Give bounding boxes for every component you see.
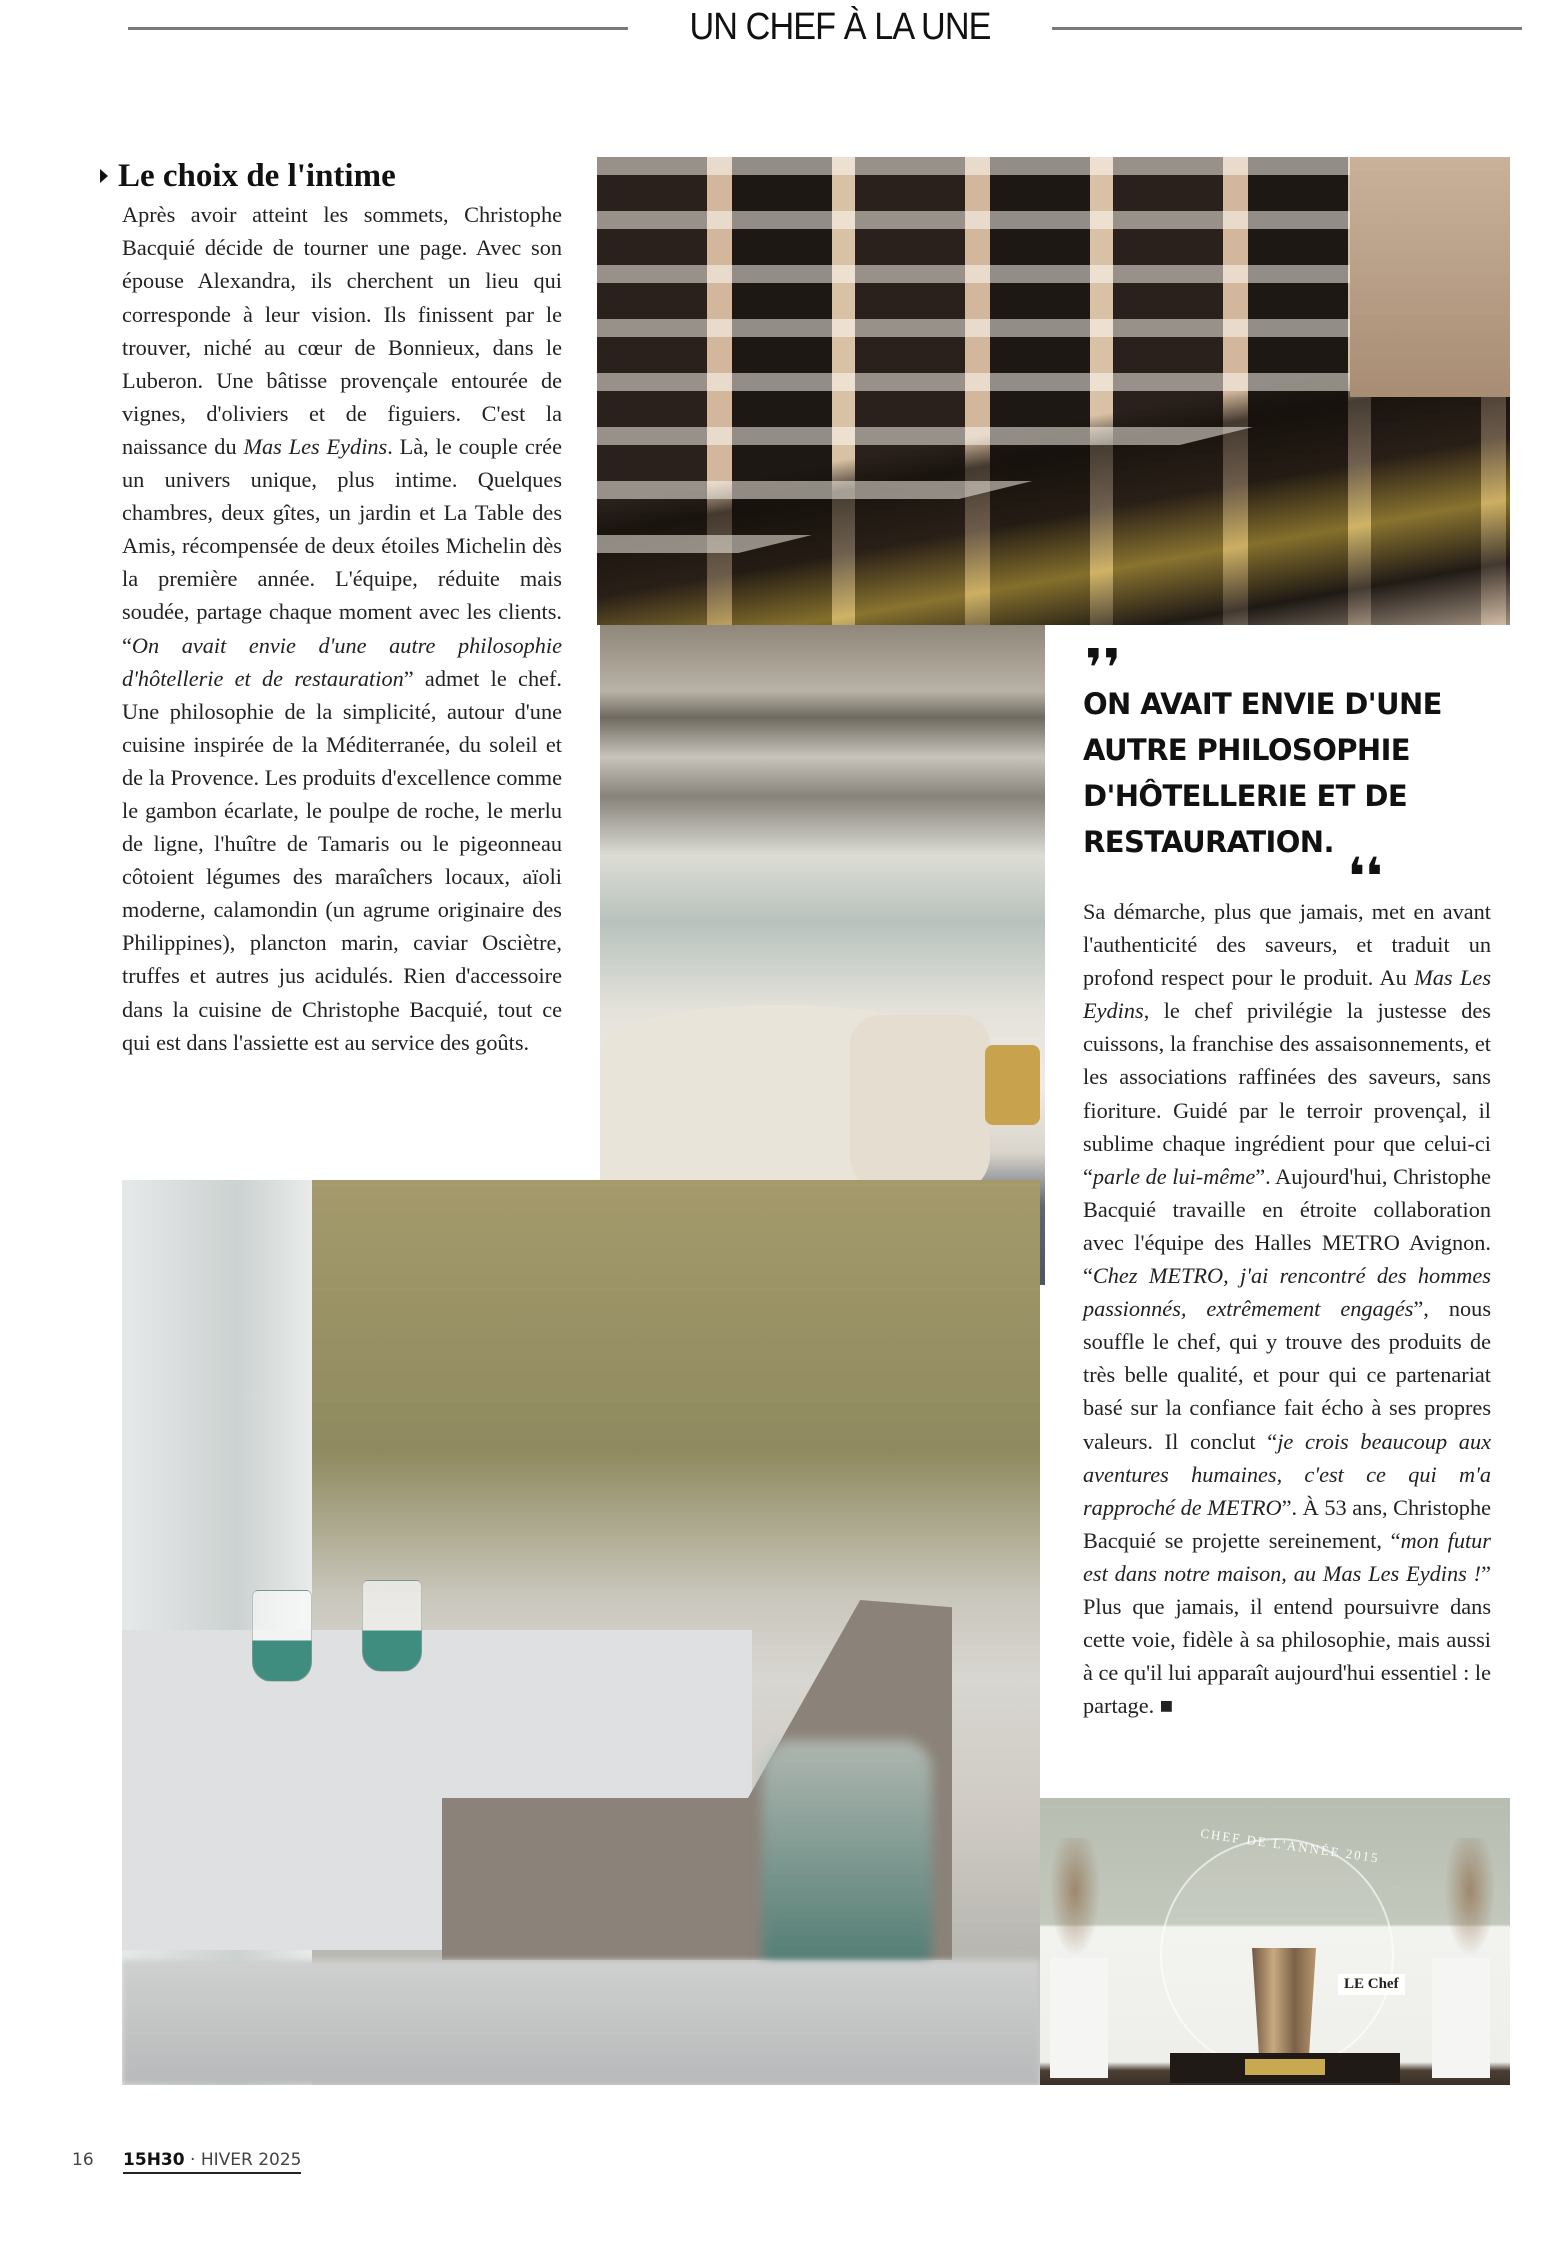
plate-inscription: CHEF DE L'ANNÉE 2015 (1199, 1825, 1381, 1866)
chef-quote: je crois beaucoup aux aventures humaines, c'est ce qui m'a rapproché de METRO (1083, 1428, 1491, 1520)
triangle-bullet-icon (100, 169, 108, 183)
left-body-text (100, 198, 562, 1058)
text-run: ” Plus que jamais, il entend poursuivre dans cette voie, fidèle à sa philosophie, mais aussi à ce qu'il lui apparaît aujourd'hui essentiel : le partage. (1083, 1560, 1492, 1719)
text-run: ”, nous souffle le chef, qui y trouve des produits de très belle qualité, et pour qui ce partenariat basé sur la confiance fait écho à ses propres valeurs. Il conclut “ (1083, 1296, 1491, 1454)
text-run: . Là, le couple crée un univers unique, plus intime. Quelques chambres, deux gîtes, un jardin et La Table des Amis, récompensée de deux étoiles Michelin dès la première année. L'équipe, réduite mais soudée, partage chaque moment avec les clients. “ (122, 433, 562, 658)
wine-rack-photo (597, 157, 1510, 625)
chef-quote: Chez METRO, j'ai rencontré des hommes passionnés, extrêmement engagés (1083, 1263, 1491, 1322)
page-number: 16 (72, 2150, 94, 2170)
magazine-issue (123, 2150, 301, 2174)
armchair (850, 1015, 990, 1195)
separator: · (184, 2150, 201, 2170)
pull-quote: ON AVAIT ENVIE D'UNE AUTRE PHILOSOPHIE D'HÔTELLERIE ET DE RESTAURATION. ❜❜ (1083, 687, 1442, 883)
end-of-article-icon: ■ (1159, 1693, 1174, 1719)
chef-quote: On avait envie d'une autre philosophie d'hôtellerie et de restauration (122, 632, 562, 691)
subheading-text: Le choix de l'intime (118, 158, 396, 194)
white-vase (1050, 1958, 1108, 2078)
blurred-glass (762, 1740, 932, 1980)
chef-quote: parle de lui-même (1092, 1163, 1256, 1189)
issue-name: HIVER 2025 (200, 2150, 302, 2170)
wine-crates (1350, 157, 1510, 397)
article-subheading (100, 158, 562, 194)
text-run: ”. Aujourd'hui, Christophe Bacquié travaille en étroite collaboration avec l'équipe des Halles METRO Avignon. “ (1083, 1163, 1491, 1289)
blurred-foreground-table (122, 1960, 1040, 2085)
dried-flowers (1045, 1838, 1105, 1968)
trophy-cup (1252, 1948, 1316, 2066)
right-body-text (1083, 895, 1491, 1722)
open-quote-icon: ❜❜ (1085, 639, 1122, 699)
text-run: ”. À 53 ans, Christophe Bacquié se projette sereinement, “ (1083, 1494, 1491, 1553)
le-chef-label: LE Chef (1338, 1974, 1405, 1995)
section-header (0, 0, 1550, 70)
trophy-photo (1040, 1798, 1510, 2085)
pull-quote-box (1045, 625, 1510, 1785)
white-vase (1432, 1958, 1490, 2078)
trophy-base (1170, 2053, 1400, 2083)
dried-flowers (1440, 1838, 1500, 1968)
gold-plaque (1245, 2059, 1325, 2075)
venue-name: Mas Les Eydins (1083, 965, 1491, 1024)
header-rule-right (1052, 27, 1522, 30)
section-title: UN CHEF À LA UNE (689, 6, 991, 48)
mustard-stool (985, 1045, 1040, 1125)
page-footer (72, 2150, 301, 2170)
venue-name: Mas Les Eydins (243, 433, 388, 459)
header-rule-left (128, 27, 628, 30)
left-article-column (100, 158, 562, 1059)
table-setting-photo (122, 1180, 1040, 2085)
text-run: ” admet le chef. Une philosophie de la simplicité, autour d'une cuisine inspirée de la Méditerranée, du soleil et de la Provence. Les produits d'excellence comme le gambon écarlate, le poulpe de roche, le merlu de ligne, l'huître de Tamaris ou le pigeonneau côtoient légumes des maraîchers locaux, aïoli moderne, calamondin (un agrume originaire des Philippines), plancton marin, caviar Osciètre, truffes et autres jus acidulés. Rien d'accessoire dans la cuisine de Christophe Bacquié, tout ce qui est dans l'assiette est au service des goûts. (122, 665, 562, 1055)
chef-quote: mon futur est dans notre maison, au Mas Les Eydins ! (1083, 1527, 1491, 1586)
pull-quote-text: ON AVAIT ENVIE D'UNE AUTRE PHILOSOPHIE D'HÔTELLERIE ET DE RESTAURATION. (1083, 687, 1442, 859)
green-glass (362, 1580, 422, 1672)
green-glass (252, 1590, 312, 1682)
text-run: Après avoir atteint les sommets, Christophe Bacquié décide de tourner une page. Avec son épouse Alexandra, ils cherchent un lieu qui corresponde à leur vision. Ils finissent par le trouver, niché au cœur de Bonnieux, dans le Luberon. Une bâtisse provençale entourée de vignes, d'oliviers et de figuiers. C'est la naissance du (122, 202, 562, 459)
text-run: , le chef privilégie la justesse des cuissons, la franchise des assaisonnements, et les associations raffinées des saveurs, sans fioriture. Guidé par le terroir provençal, il sublime chaque ingrédient pour que celui-ci “ (1083, 998, 1491, 1189)
magazine-name: 15H30 (123, 2150, 185, 2170)
text-run: Sa démarche, plus que jamais, met en avant l'authenticité des saveurs, et traduit un profond respect pour le produit. Au (1083, 899, 1491, 991)
